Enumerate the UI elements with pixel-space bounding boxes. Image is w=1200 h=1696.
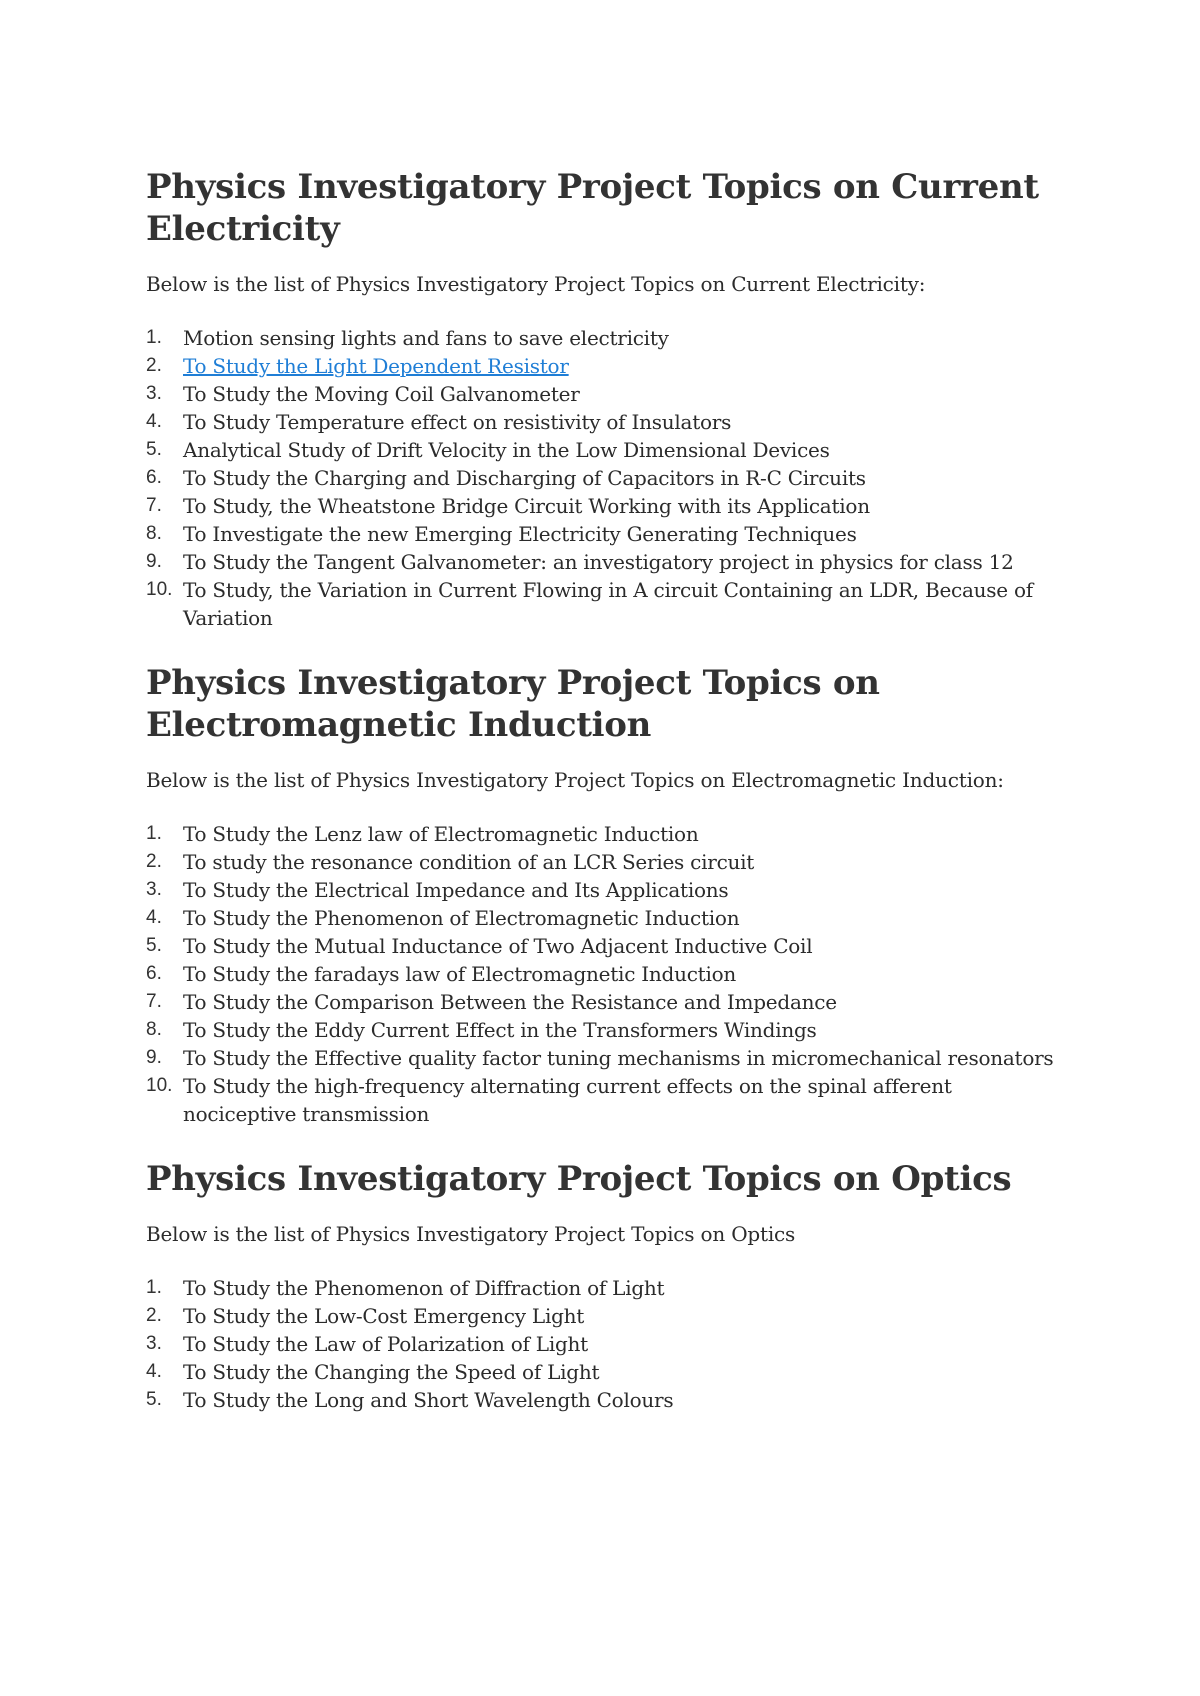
topic-list xyxy=(146,820,1066,1128)
section-electromagnetic-induction xyxy=(146,662,1066,1128)
list-item xyxy=(146,1016,1066,1044)
list-item-text: To Study the Eddy Current Effect in the Transformers Windings xyxy=(183,1018,817,1042)
list-number: 7. xyxy=(146,991,162,1012)
list-number: 1. xyxy=(146,1277,162,1298)
topic-list xyxy=(146,324,1066,632)
list-item xyxy=(146,352,1066,380)
list-number: 9. xyxy=(146,1047,162,1068)
list-item-text: To Investigate the new Emerging Electricity Generating Techniques xyxy=(183,522,857,546)
list-item xyxy=(146,1386,1066,1414)
list-item xyxy=(146,324,1066,352)
list-number: 2. xyxy=(146,1305,162,1326)
list-number: 6. xyxy=(146,467,162,488)
list-item-text: To Study, the Variation in Current Flowing in A circuit Containing an LDR, Because of Variation xyxy=(183,578,1033,630)
list-item-text: To Study the Electrical Impedance and Its Applications xyxy=(183,878,729,902)
list-number: 4. xyxy=(146,1361,162,1382)
list-item xyxy=(146,1072,1066,1128)
list-number: 4. xyxy=(146,411,162,432)
list-item-text: To Study the Tangent Galvanometer: an investigatory project in physics for class 12 xyxy=(183,550,1014,574)
section-intro: Below is the list of Physics Investigatory Project Topics on Electromagnetic Induction: xyxy=(146,768,1004,792)
section-heading: Physics Investigatory Project Topics on Current Electricity xyxy=(146,167,1039,249)
list-item xyxy=(146,988,1066,1016)
list-item xyxy=(146,848,1066,876)
list-number: 3. xyxy=(146,1333,162,1354)
list-item-text: To Study the Low-Cost Emergency Light xyxy=(183,1304,585,1328)
list-item-text: To Study the faradays law of Electromagnetic Induction xyxy=(183,962,737,986)
list-item-text: To Study the Mutual Inductance of Two Adjacent Inductive Coil xyxy=(183,934,813,958)
list-item xyxy=(146,380,1066,408)
section-heading: Physics Investigatory Project Topics on Electromagnetic Induction xyxy=(146,663,880,745)
list-item-text: To study the resonance condition of an LCR Series circuit xyxy=(183,850,755,874)
list-item-text: To Study Temperature effect on resistivity of Insulators xyxy=(183,410,732,434)
list-item xyxy=(146,904,1066,932)
list-number: 5. xyxy=(146,935,162,956)
list-number: 5. xyxy=(146,439,162,460)
list-item-text: To Study the Changing the Speed of Light xyxy=(183,1360,600,1384)
section-intro: Below is the list of Physics Investigatory Project Topics on Current Electricity: xyxy=(146,272,926,296)
list-item xyxy=(146,576,1066,632)
list-number: 3. xyxy=(146,383,162,404)
list-number: 10. xyxy=(146,579,173,600)
list-item xyxy=(146,408,1066,436)
list-number: 2. xyxy=(146,355,162,376)
list-item-text: Analytical Study of Drift Velocity in the Low Dimensional Devices xyxy=(183,438,830,462)
list-item xyxy=(146,548,1066,576)
list-number: 8. xyxy=(146,1019,162,1040)
list-item xyxy=(146,1358,1066,1386)
topic-list xyxy=(146,1274,1066,1414)
list-item xyxy=(146,932,1066,960)
list-number: 7. xyxy=(146,495,162,516)
list-item-text: To Study the Law of Polarization of Light xyxy=(183,1332,588,1356)
list-item xyxy=(146,492,1066,520)
list-item xyxy=(146,436,1066,464)
list-number: 1. xyxy=(146,823,162,844)
list-number: 1. xyxy=(146,327,162,348)
list-item xyxy=(146,820,1066,848)
list-number: 2. xyxy=(146,851,162,872)
list-item xyxy=(146,876,1066,904)
list-number: 10. xyxy=(146,1075,173,1096)
list-item-text: To Study the Long and Short Wavelength Colours xyxy=(183,1388,674,1412)
light-dependent-resistor-link[interactable]: To Study the Light Dependent Resistor xyxy=(183,354,569,378)
list-item xyxy=(146,960,1066,988)
list-item-text: To Study the Phenomenon of Electromagnetic Induction xyxy=(183,906,740,930)
list-item-text: To Study the Lenz law of Electromagnetic Induction xyxy=(183,822,699,846)
list-number: 6. xyxy=(146,963,162,984)
list-item-text: To Study the Moving Coil Galvanometer xyxy=(183,382,580,406)
list-number: 5. xyxy=(146,1389,162,1410)
list-item-text: To Study, the Wheatstone Bridge Circuit Working with its Application xyxy=(183,494,870,518)
section-optics xyxy=(146,1158,1066,1414)
list-item-text: To Study the Comparison Between the Resistance and Impedance xyxy=(183,990,837,1014)
list-number: 3. xyxy=(146,879,162,900)
list-item-text: To Study the Charging and Discharging of Capacitors in R-C Circuits xyxy=(183,466,866,490)
list-item xyxy=(146,1274,1066,1302)
list-item xyxy=(146,1330,1066,1358)
list-item-text: To Study the Effective quality factor tuning mechanisms in micromechanical resonators xyxy=(183,1046,1054,1070)
section-heading: Physics Investigatory Project Topics on Optics xyxy=(146,1159,1012,1199)
list-item-text: To Study the Phenomenon of Diffraction of Light xyxy=(183,1276,665,1300)
list-item-text: To Study the high-frequency alternating current effects on the spinal afferent nociceptive transmission xyxy=(183,1074,952,1126)
list-item xyxy=(146,464,1066,492)
section-current-electricity xyxy=(146,166,1066,632)
document-page xyxy=(146,166,1066,1444)
list-number: 8. xyxy=(146,523,162,544)
list-number: 9. xyxy=(146,551,162,572)
list-item xyxy=(146,1302,1066,1330)
list-number: 4. xyxy=(146,907,162,928)
list-item xyxy=(146,1044,1066,1072)
list-item xyxy=(146,520,1066,548)
section-intro: Below is the list of Physics Investigatory Project Topics on Optics xyxy=(146,1222,796,1246)
list-item-text: Motion sensing lights and fans to save electricity xyxy=(183,326,669,350)
